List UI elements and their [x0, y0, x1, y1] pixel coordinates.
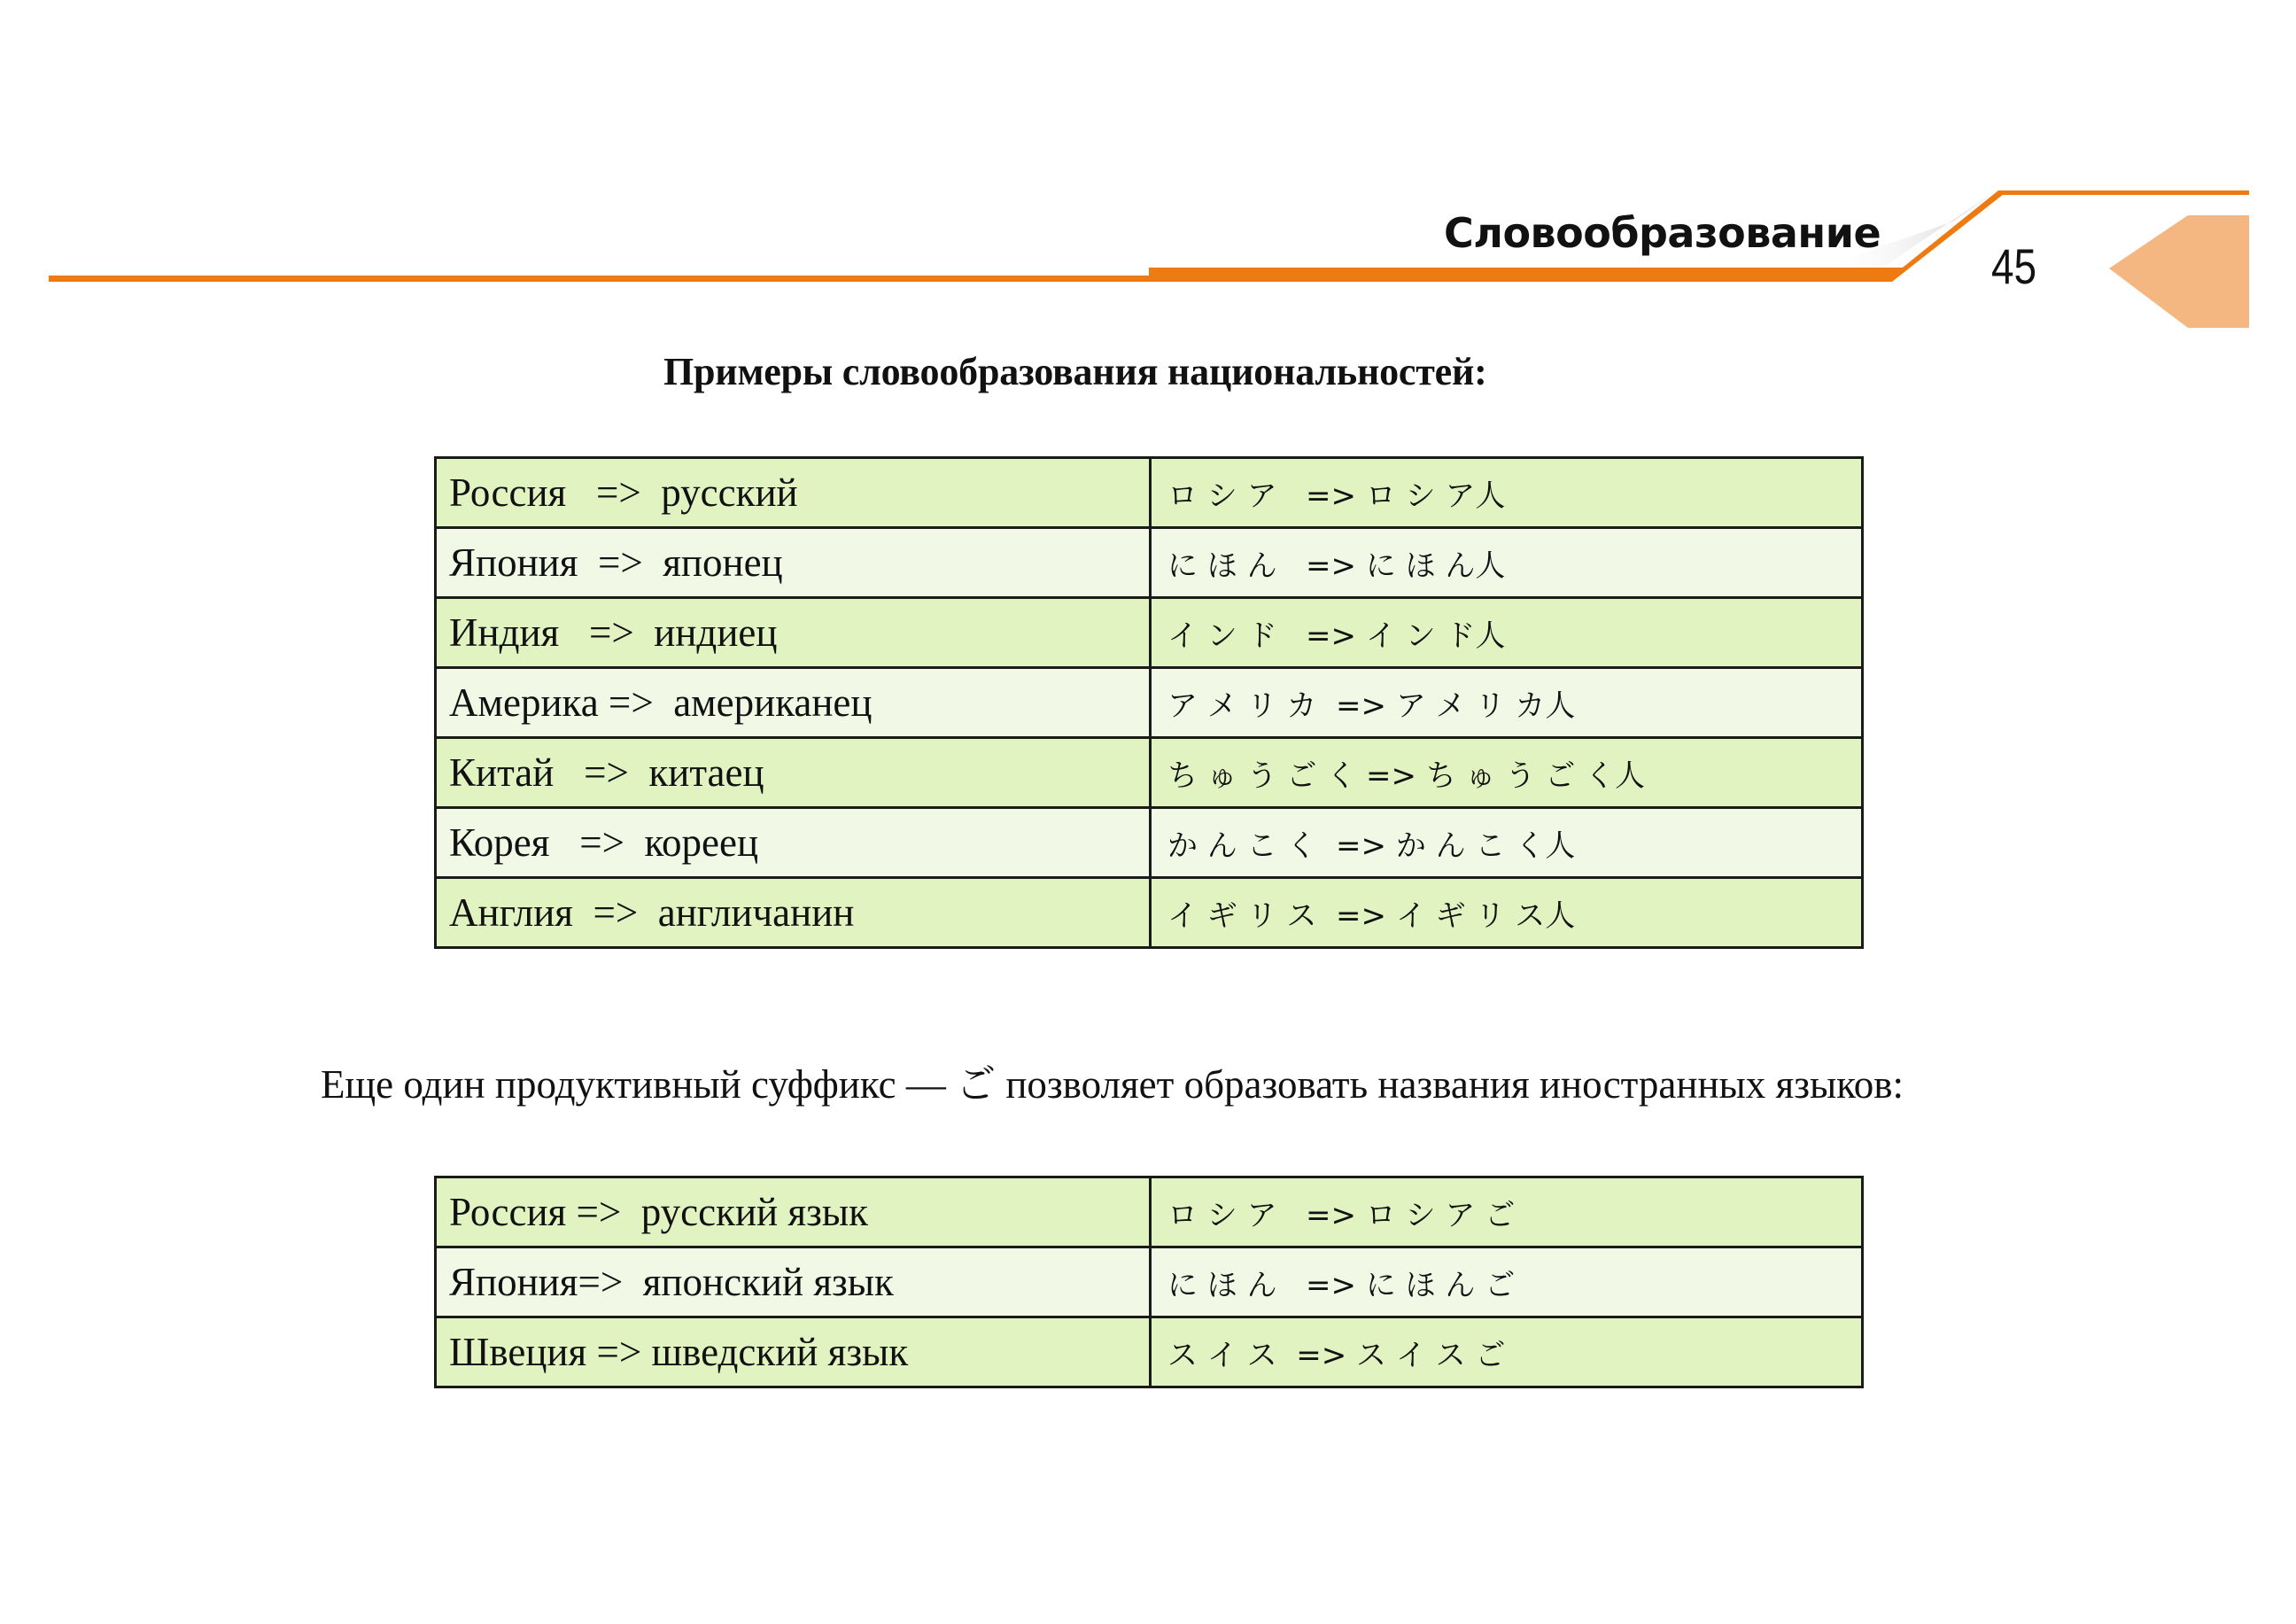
header-decoration: [0, 0, 2296, 372]
table-row: [436, 668, 1863, 738]
page-tab: [2109, 215, 2249, 328]
table-row: [436, 598, 1863, 668]
japanese-cell: に ほ ん => に ほ ん ご: [1151, 1247, 1863, 1317]
japanese-cell: に ほ ん => に ほ ん人: [1151, 528, 1863, 598]
russian-cell: Япония=> японский язык: [436, 1247, 1151, 1317]
header-thick-band: [1149, 268, 1904, 282]
table-row: [436, 808, 1863, 878]
languages-table: [434, 1176, 1864, 1388]
table-row: [436, 878, 1863, 948]
russian-cell: Россия => русский: [436, 458, 1151, 528]
japanese-cell: か ん こ く => か ん こ く人: [1151, 808, 1863, 878]
page-number: 45: [1991, 238, 2037, 294]
table-row: [436, 1317, 1863, 1387]
nationalities-table: [434, 456, 1864, 949]
table-row: [436, 1177, 1863, 1247]
header-top-rule: [1998, 190, 2249, 195]
japanese-cell: イ ン ド => イ ン ド人: [1151, 598, 1863, 668]
russian-cell: Индия => индиец: [436, 598, 1151, 668]
japanese-cell: ち ゅ う ご く => ち ゅ う ご く人: [1151, 738, 1863, 808]
section-title: Словообразование: [1444, 209, 1881, 257]
header-thin-rule: [49, 276, 1156, 282]
japanese-cell: ア メ リ カ => ア メ リ カ人: [1151, 668, 1863, 738]
table-row: [436, 528, 1863, 598]
russian-cell: Россия => русский язык: [436, 1177, 1151, 1247]
page-heading: Примеры словообразования национальностей:: [663, 350, 1487, 393]
table-row: [436, 458, 1863, 528]
russian-cell: Япония => японец: [436, 528, 1151, 598]
russian-cell: Америка => американец: [436, 668, 1151, 738]
japanese-cell: ロ シ ア => ロ シ ア人: [1151, 458, 1863, 528]
body-paragraph: Еще один продуктивный суффикс — ご позволяет образовать названия иностранных языков:: [321, 1062, 1904, 1107]
table-row: [436, 738, 1863, 808]
japanese-cell: イ ギ リ ス => イ ギ リ ス人: [1151, 878, 1863, 948]
russian-cell: Швеция => шведский язык: [436, 1317, 1151, 1387]
japanese-cell: ロ シ ア => ロ シ ア ご: [1151, 1177, 1863, 1247]
header-diagonal: [1885, 190, 2004, 282]
japanese-cell: ス イ ス => ス イ ス ご: [1151, 1317, 1863, 1387]
russian-cell: Корея => кореец: [436, 808, 1151, 878]
russian-cell: Англия => англичанин: [436, 878, 1151, 948]
table-row: [436, 1247, 1863, 1317]
russian-cell: Китай => китаец: [436, 738, 1151, 808]
